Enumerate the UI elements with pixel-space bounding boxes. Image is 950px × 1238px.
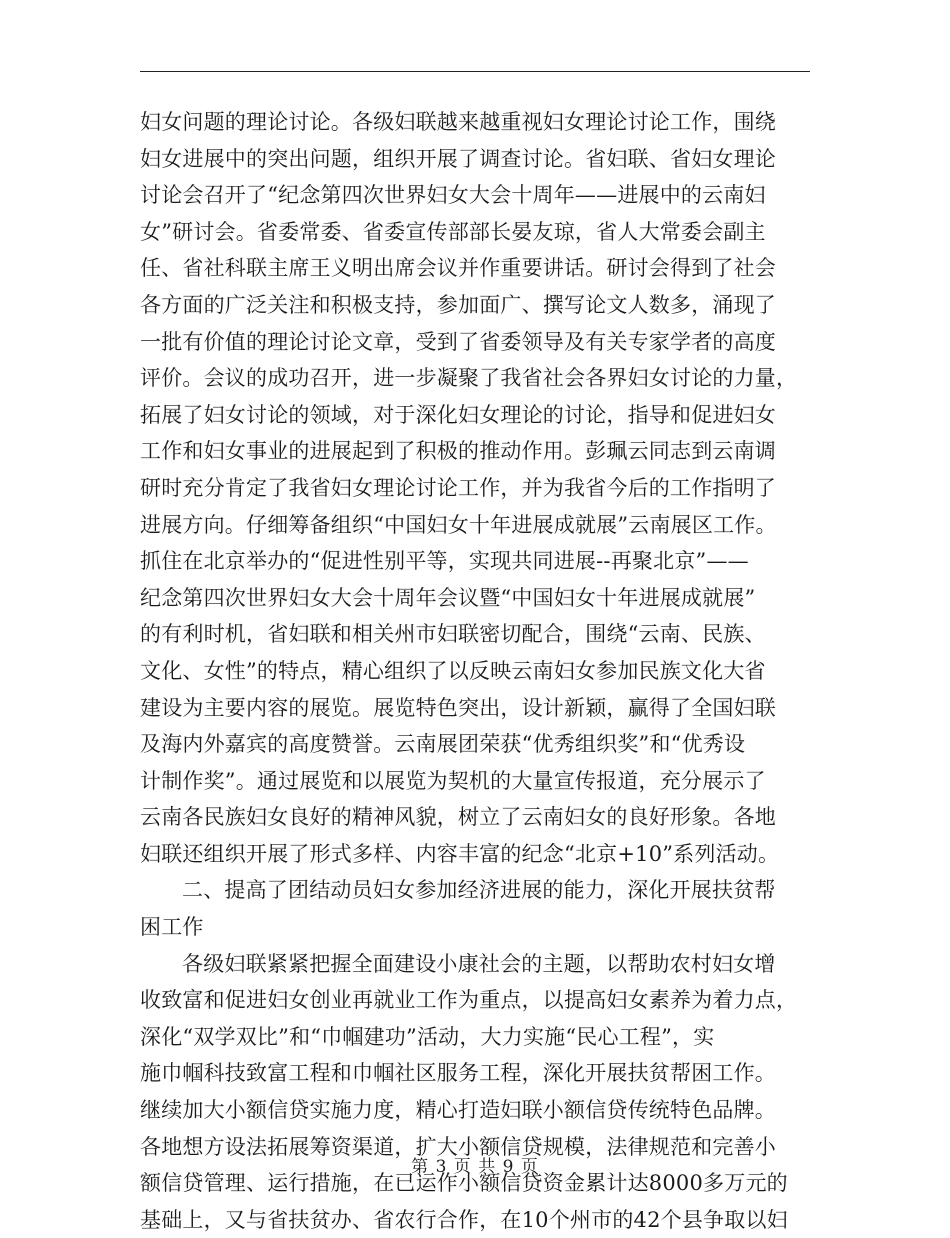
text-line: 拓展了妇女讨论的领域，对于深化妇女理论的讨论，指导和促进妇女 [140, 402, 776, 427]
text-line: 进展方向。仔细筹备组织“中国妇女十年进展成就展”云南展区工作。 [140, 512, 777, 537]
text-line: 额信贷管理、运行措施，在已运作小额信贷资金累计达8000多万元的 [140, 1171, 788, 1196]
text-line: 及海内外嘉宾的高度赞誉。云南展团荣获“优秀组织奖”和“优秀设 [140, 732, 746, 757]
text-line: 二、提高了团结动员妇女参加经济进展的能力，深化开展扶贫帮 [182, 878, 776, 903]
text-line: 讨论会召开了“纪念第四次世界妇女大会十周年——进展中的云南妇 [140, 183, 766, 208]
document-body [140, 104, 810, 1238]
text-line: 纪念第四次世界妇女大会十周年会议暨“中国妇女十年进展成就展” [140, 585, 756, 610]
text-line: 困工作 [140, 915, 204, 940]
text-line: 收致富和促进妇女创业再就业工作为重点，以提高妇女素养为着力点， [140, 988, 798, 1013]
text-line: 抓住在北京举办的“促进性别平等，实现共同进展--再聚北京”—— [140, 549, 749, 574]
text-line: 一批有价值的理论讨论文章，受到了省委领导及有关专家学者的高度 [140, 329, 776, 354]
text-line: 的有利时机，省妇联和相关州市妇联密切配合，围绕“云南、民族、 [140, 622, 766, 647]
text-line: 妇联还组织开展了形式多样、内容丰富的纪念“北京+10”系列活动。 [140, 841, 780, 866]
text-line: 云南各民族妇女良好的精神风貌，树立了云南妇女的良好形象。各地 [140, 805, 776, 830]
text-line: 女”研讨会。省委常委、省委宣传部部长晏友琼，省人大常委会副主 [140, 219, 766, 244]
text-line: 研时充分肯定了我省妇女理论讨论工作，并为我省今后的工作指明了 [140, 475, 776, 500]
text-line: 妇女问题的理论讨论。各级妇联越来越重视妇女理论讨论工作，围绕 [140, 110, 776, 134]
text-line: 继续加大小额信贷实施力度，精心打造妇联小额信贷传统特色品牌。 [140, 1098, 776, 1123]
text-line: 各级妇联紧紧把握全面建设小康社会的主题，以帮助农村妇女增 [182, 951, 776, 976]
text-line: 评价。会议的成功召开，进一步凝聚了我省社会各界妇女讨论的力量， [140, 366, 798, 391]
text-line: 深化“双学双比”和“巾帼建功”活动，大力实施“民心工程”，实 [140, 1024, 715, 1049]
text-line: 任、省社科联主席王义明出席会议并作重要讲话。研讨会得到了社会 [140, 256, 776, 281]
text-line: 工作和妇女事业的进展起到了积极的推动作用。彭珮云同志到云南调 [140, 439, 776, 464]
text-line: 计制作奖”。通过展览和以展览为契机的大量宣传报道，充分展示了 [140, 768, 766, 793]
text-line: 文化、女性”的特点，精心组织了以反映云南妇女参加民族文化大省 [140, 658, 766, 683]
text-line: 建设为主要内容的展览。展览特色突出，设计新颖，赢得了全国妇联 [140, 695, 776, 720]
text-line: 基础上，又与省扶贫办、省农行合作，在10个州市的42个县争取以妇 [140, 1207, 788, 1232]
text-line: 妇女进展中的突出问题，组织开展了调查讨论。省妇联、省妇女理论 [140, 146, 776, 171]
text-line: 施巾帼科技致富工程和巾帼社区服务工程，深化开展扶贫帮困工作。 [140, 1061, 776, 1086]
page-number: 第 3 页 共 9 页 [411, 1157, 539, 1177]
text-line: 各地想方设法拓展筹资渠道，扩大小额信贷规模，法律规范和完善小 [140, 1134, 776, 1159]
text-line: 各方面的广泛关注和积极支持，参加面广、撰写论文人数多，涌现了 [140, 292, 776, 317]
header-rule [140, 71, 810, 72]
